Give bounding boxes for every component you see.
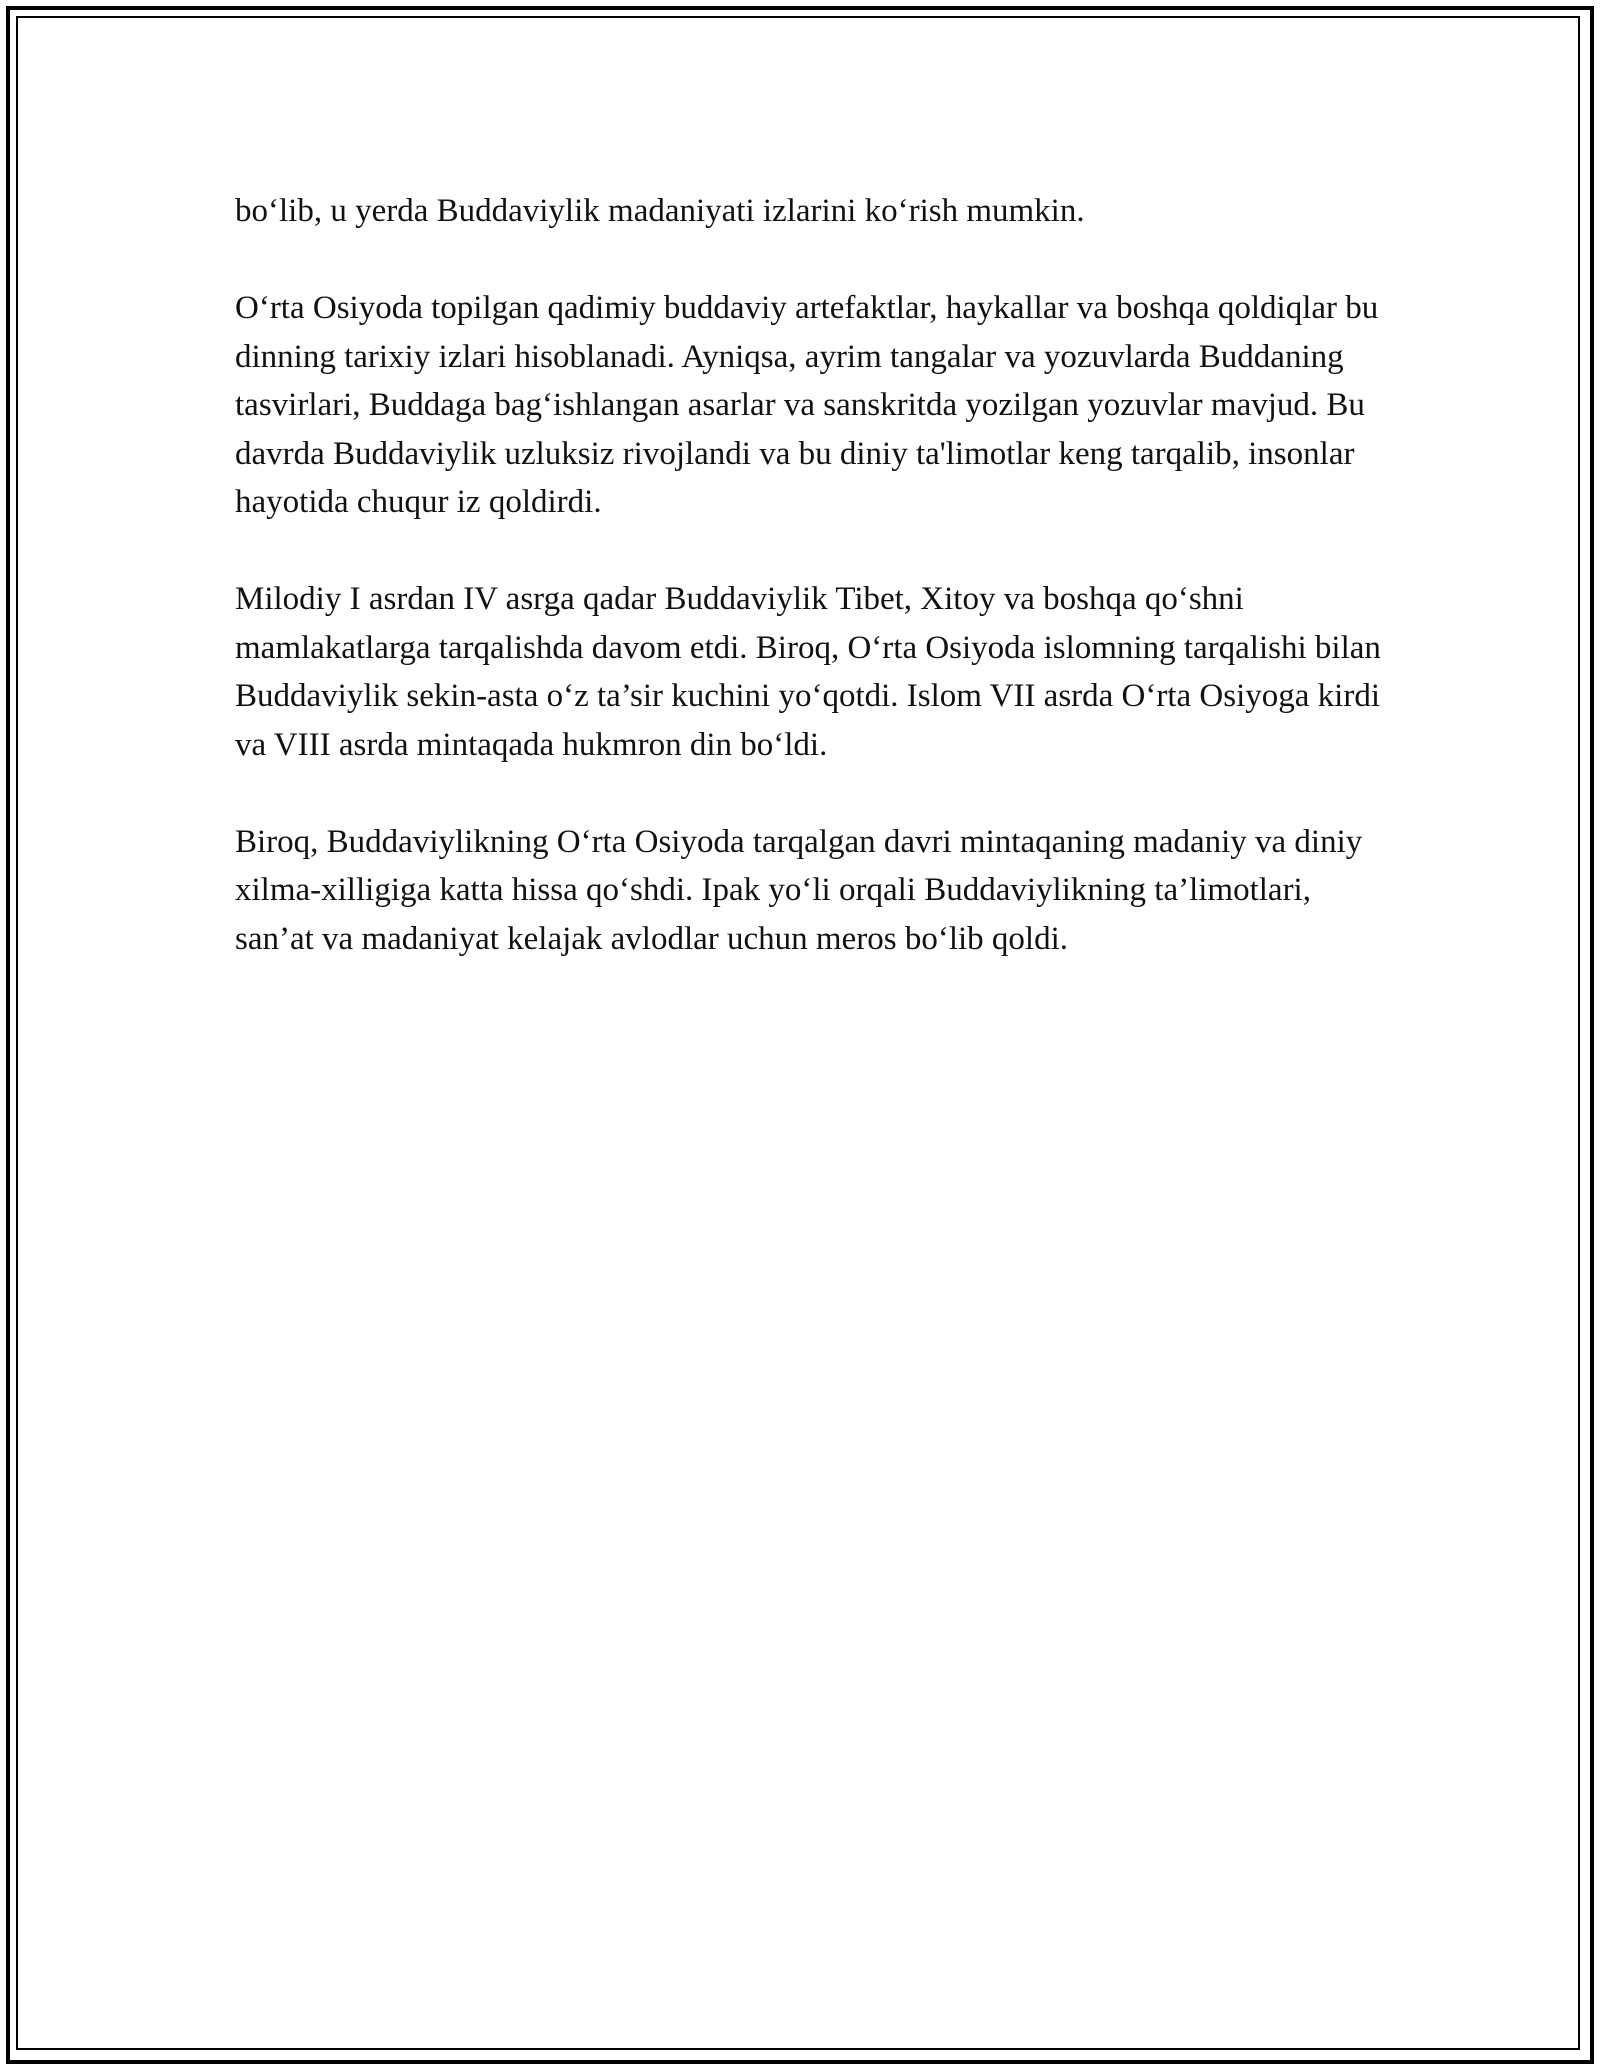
paragraph-3: Milodiy I asrdan IV asrga qadar Buddaviylik Tibet, Xitoy va boshqa qo‘shni mamlakatlarga tarqalishda davom etdi. Biroq, O‘rta Osiyoda islomning tarqalishi bilan Buddaviylik sekin-asta o‘z ta’sir kuchini yo‘qotdi. Islom VII asrda O‘rta Osiyoga kirdi va VIII asrda mintaqada hukmron din bo‘ldi. <box>235 581 1381 763</box>
paragraph-4: Biroq, Buddaviylikning O‘rta Osiyoda tarqalgan davri mintaqaning madaniy va diniy xilma-xilligiga katta hissa qo‘shdi. Ipak yo‘li orqali Buddaviylikning ta’limotlari, san’at va madaniyat kelajak avlodlar uchun meros bo‘lib qoldi. <box>235 823 1363 957</box>
paragraph-1: bo‘lib, u yerda Buddaviylik madaniyati izlarini ko‘rish mumkin. <box>235 193 1085 229</box>
paragraph-2: O‘rta Osiyoda topilgan qadimiy buddaviy artefaktlar, haykallar va boshqa qoldiqlar bu dinning tarixiy izlari hisoblanadi. Ayniqsa, ayrim tangalar va yozuvlarda Buddaning tasvirlari, Buddaga bag‘ishlangan asarlar va sanskritda yozilgan yozuvlar mavjud. Bu davrda Buddaviylik uzluksiz rivojlandi va bu diniy ta'limotlar keng tarqalib, insonlar hayotida chuqur iz qoldirdi. <box>235 290 1379 520</box>
document-body <box>235 187 1385 1012</box>
